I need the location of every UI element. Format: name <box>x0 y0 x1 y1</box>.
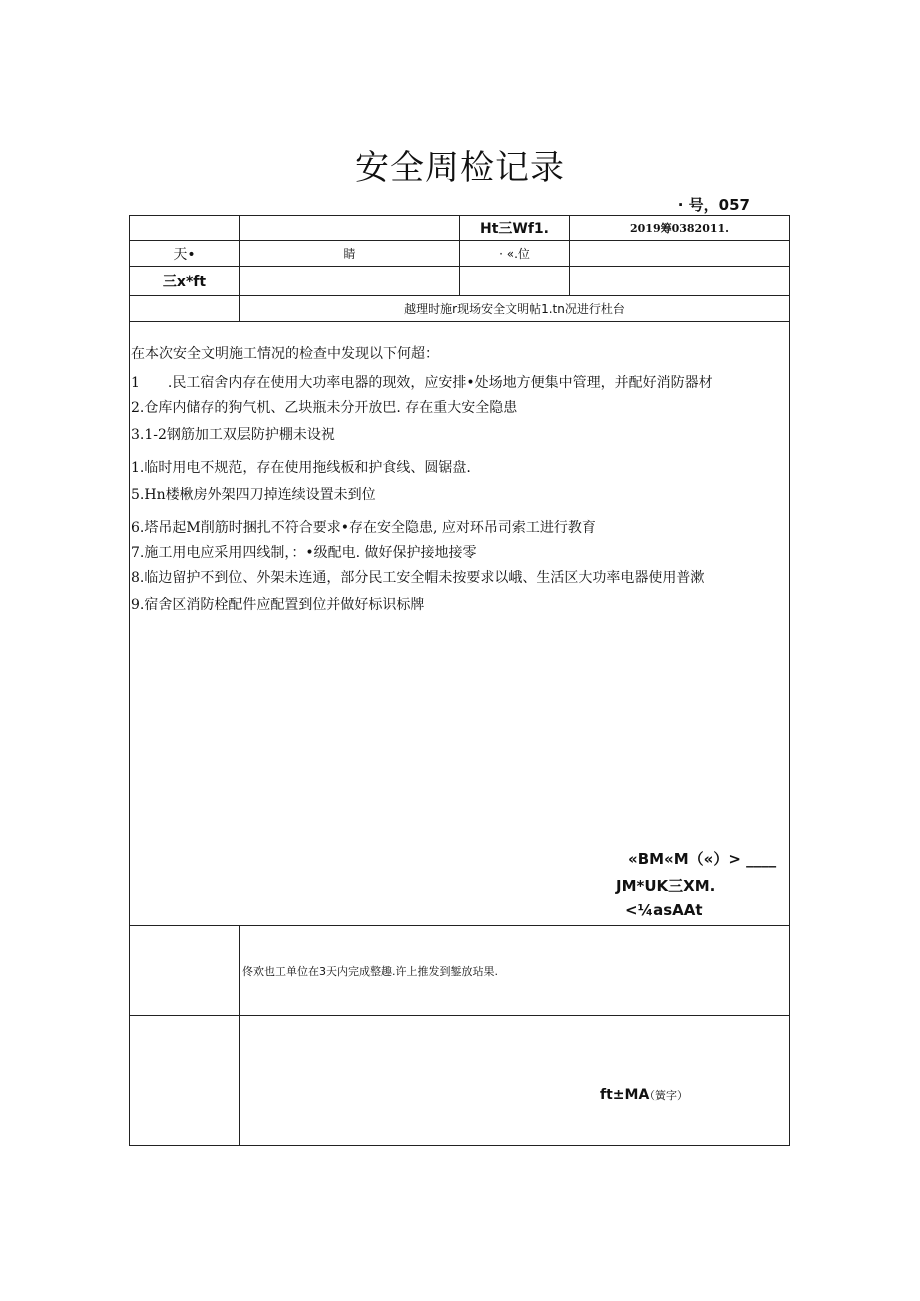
signature-line-1: «BM«M（«）> ____ <box>628 850 777 868</box>
finding-item: 9.宿舍区消防栓配件应配置到位并做好标识标牌 <box>131 597 425 613</box>
page-title: 安全周检记录 <box>355 148 565 188</box>
finding-item: 1 .民工宿舍内存在使用大功率电器的现效，应安排•处场地方便集中管理，并配好消防器材 <box>131 375 713 391</box>
inspection-content: 越理时施r现场安全文明帖1.tn况进行杜台 <box>404 302 625 316</box>
review-sign-note: （簧字） <box>644 1089 688 1102</box>
finding-item: 8.临边留护不到位、外架未连通，部分民工安全帽未按要求以峨、生活区大功率电器使用普漱 <box>131 570 705 586</box>
finding-item: 1.临时用电不规范，存在使用拖线板和护食线、圆锯盘. <box>131 460 471 476</box>
finding-item: 6.塔吊起M削筋时捆扎不符合要求•存在安全隐患, 应对环吊司索工进行教育 <box>131 520 596 536</box>
row1-date-value: 2019筹0382011. <box>629 222 730 235</box>
row2-unit-label: · «.位 <box>499 247 530 261</box>
weather-value: 睛 <box>343 247 356 261</box>
document-number: · 号，057 <box>677 196 750 214</box>
review-sign-label: ft±MA <box>600 1087 650 1103</box>
finding-item: 5.Hn楼楸房外架四刀掉连续设置未到位 <box>131 487 376 503</box>
finding-item: 7.施工用电应采用四线制，：•级配电. 做好保护接地接零 <box>131 545 477 561</box>
signature-line-3: <¼asAAt <box>625 901 703 919</box>
weather-label: 天• <box>173 246 196 263</box>
finding-item: 3.1-2钢筋加工双层防护棚未设祝 <box>131 427 335 443</box>
row1-label: Ht三Wf1. <box>479 221 549 237</box>
row3-label: 三x*ft <box>162 274 207 290</box>
signature-line-2: JM*UK三XM. <box>616 877 716 895</box>
findings-intro: 在本次安全文明施工情况的检查中发现以下何超： <box>131 346 439 362</box>
finding-item: 2.仓库内储存的狗气机、乙块瓶未分开放巴. 存在重大安全隐患 <box>131 400 518 416</box>
rectification-requirement: 佟欢也工单位在3天内完成整趣.许上推发到錾放玷果. <box>242 965 498 978</box>
